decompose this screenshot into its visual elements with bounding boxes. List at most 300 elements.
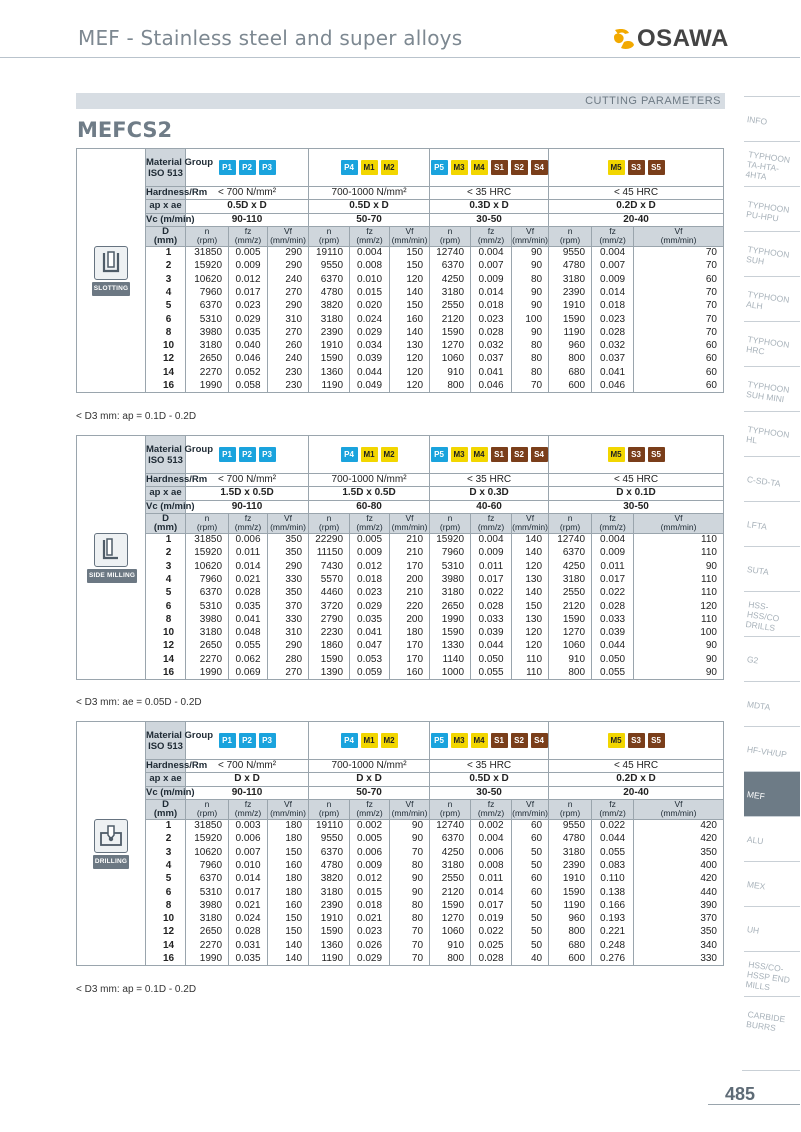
hardness-value: < 35 HRC — [430, 474, 549, 487]
cell-fz: 0.248 — [592, 939, 634, 952]
sidebar-tab-label: TYPHOON SUH MINI — [745, 379, 791, 405]
column-header-fz-name: fz — [244, 512, 252, 523]
cell-n: 6370 — [309, 846, 350, 859]
cell-vf: 140 — [268, 939, 309, 952]
cell-n: 2650 — [186, 353, 229, 366]
sidebar-tab-typhoon-alh[interactable] — [744, 276, 800, 321]
cell-n: 2270 — [186, 653, 229, 666]
column-header-fz — [229, 799, 268, 819]
column-header-n-name: n — [567, 512, 573, 523]
column-header-vf-unit: (mm/min) — [512, 235, 548, 246]
sidebar-tab-typhoon-suh-mini[interactable] — [744, 366, 800, 411]
hardness-value: < 35 HRC — [430, 760, 549, 773]
cell-fz: 0.138 — [592, 886, 634, 899]
cell-fz: 0.006 — [229, 533, 268, 546]
ap-ae-value: D x 0.1D — [549, 487, 724, 500]
cell-fz: 0.023 — [229, 300, 268, 313]
cell-fz: 0.047 — [350, 640, 390, 653]
table-row — [77, 899, 724, 912]
cell-fz: 0.005 — [350, 833, 390, 846]
cell-fz: 0.009 — [471, 547, 512, 560]
cell-vf: 80 — [512, 339, 549, 352]
cell-diameter: 3 — [146, 560, 186, 573]
cell-vf: 240 — [268, 353, 309, 366]
cell-vf: 70 — [390, 939, 430, 952]
cell-vf: 180 — [268, 873, 309, 886]
cell-fz: 0.008 — [350, 260, 390, 273]
cell-fz: 0.008 — [471, 859, 512, 872]
sidebar-tab-label: INFO — [746, 114, 768, 127]
cell-fz: 0.014 — [471, 286, 512, 299]
cell-diameter: 14 — [146, 939, 186, 952]
cell-fz: 0.029 — [229, 313, 268, 326]
ap-ae-label: ap x ae — [146, 773, 186, 786]
cell-vf: 100 — [512, 313, 549, 326]
cell-vf: 350 — [268, 547, 309, 560]
cell-fz: 0.017 — [471, 573, 512, 586]
sidebar-tab-label: C-SD-TA — [746, 474, 782, 489]
cell-diameter: 12 — [146, 640, 186, 653]
cell-fz: 0.012 — [229, 273, 268, 286]
material-group-cell — [186, 149, 309, 187]
operation-icon-cell — [77, 722, 146, 966]
cell-fz: 0.009 — [350, 547, 390, 560]
cell-fz: 0.015 — [350, 886, 390, 899]
cell-fz: 0.040 — [229, 339, 268, 352]
material-group-row — [77, 722, 724, 760]
cell-n: 800 — [549, 666, 592, 679]
cell-diameter: 8 — [146, 326, 186, 339]
column-header-n-name: n — [447, 798, 453, 809]
ap-ae-value: 0.5D x D — [309, 200, 430, 213]
cell-n: 1590 — [549, 313, 592, 326]
cell-fz: 0.055 — [471, 666, 512, 679]
column-header-vf — [512, 226, 549, 246]
cell-n: 5570 — [309, 573, 350, 586]
sidebar-tab-mdta[interactable] — [744, 681, 800, 726]
material-badge-s1: S1 — [491, 160, 508, 175]
material-badge-m4: M4 — [471, 447, 488, 462]
product-title: MEFCS2 — [77, 118, 173, 142]
cell-vf: 60 — [512, 873, 549, 886]
cell-diameter: 4 — [146, 286, 186, 299]
column-header-vf-unit: (mm/min) — [391, 235, 428, 246]
cell-n: 31850 — [186, 246, 229, 259]
cell-vf: 80 — [512, 366, 549, 379]
sidebar-tab-alu[interactable] — [744, 816, 800, 861]
table-row — [77, 547, 724, 560]
material-group-cell — [186, 436, 309, 474]
parameter-table — [76, 148, 724, 393]
material-group-text: Material Group — [146, 156, 214, 168]
cell-n: 1990 — [186, 666, 229, 679]
cell-vf: 310 — [268, 626, 309, 639]
cell-vf: 50 — [512, 939, 549, 952]
column-header-vf-name: Vf — [405, 798, 414, 809]
cell-fz: 0.033 — [592, 613, 634, 626]
cell-n: 3720 — [309, 600, 350, 613]
cell-vf: 350 — [634, 926, 724, 939]
vc-value: 60-80 — [309, 500, 430, 513]
cell-vf: 120 — [390, 366, 430, 379]
cell-fz: 0.029 — [350, 600, 390, 613]
column-header-vf — [634, 226, 724, 246]
column-header-fz-name: fz — [487, 225, 495, 236]
cell-fz: 0.024 — [350, 313, 390, 326]
cell-vf: 150 — [390, 300, 430, 313]
cell-vf: 390 — [634, 899, 724, 912]
cell-n: 1590 — [430, 899, 471, 912]
cell-vf: 290 — [268, 300, 309, 313]
table-row — [77, 326, 724, 339]
cell-vf: 130 — [512, 573, 549, 586]
cell-n: 15920 — [186, 547, 229, 560]
cell-n: 800 — [549, 353, 592, 366]
column-header-fz-name: fz — [609, 225, 616, 236]
cell-n: 4250 — [549, 560, 592, 573]
hardness-value: < 700 N/mm² — [186, 760, 309, 773]
cell-fz: 0.044 — [350, 366, 390, 379]
material-group-label — [146, 436, 214, 474]
parameter-table — [76, 435, 724, 680]
cell-fz: 0.014 — [471, 886, 512, 899]
ap-ae-value: 0.3D x D — [430, 200, 549, 213]
cell-n: 2550 — [430, 873, 471, 886]
sidebar-tab-uh[interactable] — [744, 906, 800, 951]
material-badge-m5: M5 — [608, 160, 625, 175]
cell-vf: 290 — [268, 246, 309, 259]
cell-n: 9550 — [309, 260, 350, 273]
material-badge-m5: M5 — [608, 447, 625, 462]
cell-fz: 0.055 — [592, 846, 634, 859]
cell-n: 1910 — [309, 912, 350, 925]
cell-fz: 0.033 — [471, 613, 512, 626]
table-row — [77, 859, 724, 872]
cell-n: 6370 — [430, 260, 471, 273]
cell-vf: 330 — [268, 613, 309, 626]
cell-fz: 0.009 — [592, 273, 634, 286]
table-row — [77, 560, 724, 573]
material-badge-s5: S5 — [648, 160, 665, 175]
cell-n: 1910 — [549, 873, 592, 886]
cell-n: 7960 — [186, 286, 229, 299]
material-badges — [430, 733, 548, 748]
material-badge-p1: P1 — [219, 160, 236, 175]
cell-vf: 160 — [268, 859, 309, 872]
cell-n: 600 — [549, 952, 592, 965]
cell-fz: 0.004 — [471, 533, 512, 546]
cell-n: 3180 — [186, 626, 229, 639]
column-header-fz-name: fz — [366, 798, 373, 809]
cell-fz: 0.021 — [229, 899, 268, 912]
cell-n: 4250 — [430, 273, 471, 286]
cell-fz: 0.002 — [350, 819, 390, 832]
sidebar-tab-hf-vh-up[interactable] — [744, 726, 800, 771]
cell-vf: 60 — [634, 339, 724, 352]
cell-fz: 0.026 — [350, 939, 390, 952]
sidebar-tab-typhoon-ta-hta-4hta[interactable] — [744, 141, 800, 186]
cell-n: 1190 — [309, 379, 350, 392]
column-header-vf-unit: (mm/min) — [512, 522, 548, 533]
column-header-d-unit: (mm) — [153, 522, 178, 534]
cell-n: 1270 — [430, 912, 471, 925]
cell-n: 2650 — [186, 640, 229, 653]
table-row — [77, 626, 724, 639]
vc-row — [77, 213, 724, 226]
cell-n: 2390 — [549, 286, 592, 299]
cell-vf: 90 — [390, 833, 430, 846]
column-header-d-name: D — [162, 225, 169, 237]
cell-n: 1360 — [309, 939, 350, 952]
sidebar-tab-typhoon-suh[interactable] — [744, 231, 800, 276]
column-header-n-unit: (rpm) — [196, 808, 218, 819]
material-badge-p3: P3 — [259, 160, 276, 175]
cell-n: 2390 — [549, 859, 592, 872]
cell-n: 3180 — [309, 886, 350, 899]
hardness-value: < 700 N/mm² — [186, 474, 309, 487]
cell-vf: 70 — [634, 286, 724, 299]
cell-n: 5310 — [186, 313, 229, 326]
column-header-vf — [634, 799, 724, 819]
column-header-fz — [229, 226, 268, 246]
sidebar-tab-typhoon-pu-hpu[interactable] — [744, 186, 800, 231]
cell-vf: 110 — [512, 653, 549, 666]
cell-n: 12740 — [549, 533, 592, 546]
cell-n: 2120 — [430, 886, 471, 899]
cell-fz: 0.044 — [471, 640, 512, 653]
column-header-n — [186, 513, 229, 533]
sidebar-tab-suta[interactable] — [744, 546, 800, 591]
cell-vf: 210 — [390, 547, 430, 560]
column-header-d — [146, 513, 186, 533]
cell-fz: 0.032 — [592, 339, 634, 352]
column-header-fz — [592, 799, 634, 819]
cell-vf: 70 — [390, 926, 430, 939]
column-header-n-name: n — [204, 512, 210, 523]
cell-fz: 0.028 — [592, 600, 634, 613]
cell-fz: 0.009 — [350, 859, 390, 872]
ap-ae-value: 0.2D x D — [549, 200, 724, 213]
cell-fz: 0.276 — [592, 952, 634, 965]
cell-vf: 90 — [512, 326, 549, 339]
sidebar-tab-carbide-burrs[interactable] — [744, 996, 800, 1041]
cell-fz: 0.039 — [592, 626, 634, 639]
cell-n: 6370 — [186, 300, 229, 313]
column-header-fz-unit: (mm/z) — [477, 522, 505, 533]
column-header-fz-unit: (mm/z) — [356, 522, 383, 533]
sidebar-tab-mex[interactable] — [744, 861, 800, 906]
ap-ae-value: 0.5D x D — [430, 773, 549, 786]
sidebar-tab-label: TYPHOON SUH — [745, 244, 791, 267]
cell-diameter: 8 — [146, 613, 186, 626]
material-group-text: Material Group — [146, 729, 214, 741]
column-header-d-unit: (mm) — [153, 235, 178, 247]
cell-vf: 180 — [268, 833, 309, 846]
sidebar-tab-hss-co-hssp-end-mills[interactable] — [744, 951, 800, 996]
cell-n: 2230 — [309, 626, 350, 639]
ap-ae-value: D x D — [309, 773, 430, 786]
cell-vf: 60 — [634, 366, 724, 379]
sidebar-tab-info[interactable] — [744, 96, 800, 141]
cell-fz: 0.010 — [350, 273, 390, 286]
table-row — [77, 353, 724, 366]
column-header-n-name: n — [326, 225, 332, 236]
cell-n: 1360 — [309, 366, 350, 379]
cell-fz: 0.025 — [471, 939, 512, 952]
cell-fz: 0.005 — [350, 533, 390, 546]
cell-n: 4460 — [309, 587, 350, 600]
cell-n: 3180 — [309, 313, 350, 326]
vc-value: 30-50 — [430, 213, 549, 226]
side-milling-icon — [94, 533, 128, 567]
cell-n: 4780 — [549, 833, 592, 846]
cell-vf: 50 — [512, 926, 549, 939]
cell-vf: 50 — [512, 912, 549, 925]
cell-n: 960 — [549, 339, 592, 352]
cell-vf: 90 — [634, 666, 724, 679]
sidebar-tab-mef[interactable] — [744, 771, 800, 816]
cell-n: 10620 — [186, 846, 229, 859]
cell-diameter: 6 — [146, 313, 186, 326]
column-header-fz-unit: (mm/z) — [477, 235, 505, 246]
column-header-vf-name: Vf — [405, 512, 414, 523]
cell-vf: 60 — [634, 379, 724, 392]
cell-vf: 290 — [268, 640, 309, 653]
cell-diameter: 5 — [146, 587, 186, 600]
cell-fz: 0.041 — [350, 626, 390, 639]
cell-vf: 160 — [390, 666, 430, 679]
cell-fz: 0.050 — [592, 653, 634, 666]
cell-n: 1060 — [549, 640, 592, 653]
column-header-vf-name: Vf — [526, 225, 535, 236]
sidebar-tab-g2[interactable] — [744, 636, 800, 681]
cell-n: 5310 — [186, 886, 229, 899]
material-group-text: Material Group — [146, 443, 214, 455]
cell-n: 7960 — [430, 547, 471, 560]
hardness-value: < 45 HRC — [549, 474, 724, 487]
cell-n: 3180 — [186, 912, 229, 925]
cell-diameter: 1 — [146, 819, 186, 832]
parameter-table-drilling — [76, 721, 724, 966]
material-group-cell — [309, 436, 430, 474]
cell-fz: 0.035 — [350, 613, 390, 626]
column-header-vf-unit: (mm/min) — [391, 522, 428, 533]
table-row — [77, 653, 724, 666]
column-header-fz — [471, 513, 512, 533]
cell-n: 1910 — [549, 300, 592, 313]
ap-ae-value: 0.5D x D — [186, 200, 309, 213]
page-header — [0, 0, 800, 58]
cell-vf: 350 — [268, 587, 309, 600]
material-group-cell — [549, 149, 724, 187]
cell-vf: 80 — [390, 912, 430, 925]
cell-vf: 60 — [512, 833, 549, 846]
column-header-n-unit: (rpm) — [439, 235, 461, 246]
column-header-n-name: n — [326, 798, 332, 809]
cell-vf: 50 — [512, 846, 549, 859]
column-header-vf-name: Vf — [674, 225, 683, 236]
material-badge-p3: P3 — [259, 733, 276, 748]
sidebar-tab-typhoon-hrc[interactable] — [744, 321, 800, 366]
hardness-value: 700-1000 N/mm² — [309, 187, 430, 200]
cell-n: 1910 — [309, 339, 350, 352]
cell-vf: 90 — [390, 886, 430, 899]
cell-vf: 150 — [512, 600, 549, 613]
cell-fz: 0.005 — [229, 246, 268, 259]
cell-fz: 0.041 — [229, 613, 268, 626]
sidebar-tab-label: SUTA — [746, 564, 770, 578]
cell-n: 10620 — [186, 273, 229, 286]
hardness-value: < 700 N/mm² — [186, 187, 309, 200]
cell-n: 1270 — [430, 339, 471, 352]
column-header-fz-unit: (mm/z) — [234, 522, 262, 533]
column-header-vf-unit: (mm/min) — [660, 235, 697, 246]
material-badge-p4: P4 — [341, 160, 358, 175]
sidebar-tab-lfta[interactable] — [744, 501, 800, 546]
sidebar-tab-typhoon-hl[interactable] — [744, 411, 800, 456]
cell-fz: 0.049 — [350, 379, 390, 392]
cell-vf: 80 — [512, 273, 549, 286]
column-header-vf-unit: (mm/min) — [391, 808, 428, 819]
cell-vf: 230 — [268, 379, 309, 392]
cell-vf: 170 — [390, 640, 430, 653]
cell-vf: 370 — [268, 600, 309, 613]
sidebar-tab-label: LFTA — [746, 519, 768, 532]
sidebar-tab-hss-hss-co-drills[interactable] — [744, 591, 800, 636]
cell-n: 3820 — [309, 873, 350, 886]
cell-n: 12740 — [430, 246, 471, 259]
cell-n: 680 — [549, 939, 592, 952]
cell-n: 910 — [430, 939, 471, 952]
cell-fz: 0.046 — [471, 379, 512, 392]
cell-fz: 0.041 — [471, 366, 512, 379]
cell-n: 31850 — [186, 533, 229, 546]
cell-vf: 290 — [268, 560, 309, 573]
cell-n: 4250 — [430, 846, 471, 859]
column-header-fz — [471, 799, 512, 819]
column-header-fz-unit: (mm/z) — [477, 808, 505, 819]
cell-fz: 0.021 — [229, 573, 268, 586]
cell-diameter: 4 — [146, 859, 186, 872]
cell-n: 3180 — [430, 286, 471, 299]
column-header-n — [430, 226, 471, 246]
cell-fz: 0.017 — [471, 899, 512, 912]
cell-fz: 0.029 — [350, 952, 390, 965]
cell-fz: 0.006 — [471, 846, 512, 859]
cell-vf: 150 — [268, 912, 309, 925]
cell-fz: 0.023 — [592, 313, 634, 326]
material-badge-m1: M1 — [361, 733, 378, 748]
cell-n: 1000 — [430, 666, 471, 679]
cell-n: 1990 — [186, 379, 229, 392]
iso-text: ISO 513 — [148, 740, 183, 752]
cell-fz: 0.037 — [592, 353, 634, 366]
cell-vf: 260 — [268, 339, 309, 352]
cell-fz: 0.023 — [350, 587, 390, 600]
cell-diameter: 5 — [146, 300, 186, 313]
cell-n: 3180 — [549, 273, 592, 286]
cell-n: 6370 — [549, 547, 592, 560]
column-header-vf — [512, 799, 549, 819]
cell-vf: 180 — [390, 626, 430, 639]
cell-diameter: 3 — [146, 273, 186, 286]
cell-fz: 0.011 — [592, 560, 634, 573]
sidebar-tab-c-sd-ta[interactable] — [744, 456, 800, 501]
cell-vf: 370 — [634, 912, 724, 925]
cell-fz: 0.014 — [229, 560, 268, 573]
cell-vf: 200 — [390, 613, 430, 626]
cell-vf: 120 — [390, 353, 430, 366]
